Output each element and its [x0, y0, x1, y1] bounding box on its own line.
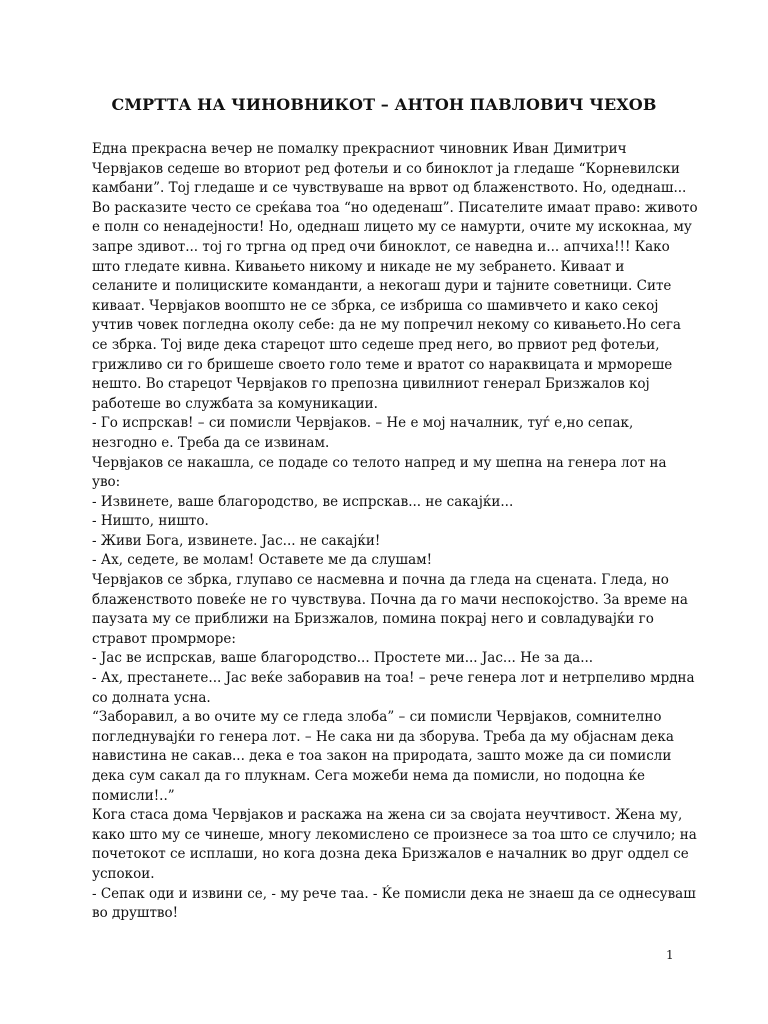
body-line: камбани”. Тој гледаше и се чувствуваше на врвот од блаженството. Но, одеднаш... [92, 180, 687, 197]
body-line: како што му се чинеше, многу лекомислено се произнесе за тоа што се случило; на [92, 826, 697, 843]
body-line: - Живи Бога, извинете. Јас... не сакајќи! [92, 532, 381, 549]
body-line: дека сум сакал да го плукнам. Сега можеби нема да помисли, но подоцна ќе [92, 768, 645, 784]
body-line: Червјаков се накашла, се подаде со телото напред и му шепна на генера лот на [92, 454, 667, 471]
body-line: Една прекрасна вечер не помалку прекрасниот чиновник Иван Димитрич [92, 141, 627, 157]
body-line: Кога стаса дома Червјаков и раскажа на жена си за својата неучтивост. Жена му, [92, 807, 683, 824]
body-line: - Јас ве испрскав, ваше благородство... Простете ми... Јас... Не за да... [92, 650, 594, 667]
body-line: - Ах, седете, ве молам! Оставете ме да слушам! [92, 552, 433, 569]
body-line: се збрка. Тој виде дека старецот што седеше пред него, во првиот ред фотељи, [92, 336, 660, 353]
document-title: СМРТТА НА ЧИНОВНИКОТ – АНТОН ПАВЛОВИЧ ЧЕХОВ [111, 95, 657, 114]
body-line: паузата му се приближи на Бризжалов, помина покрај него и совладувајќи го [92, 611, 654, 628]
body-line: успокои. [92, 865, 155, 882]
page-number: 1 [666, 948, 674, 962]
body-line: селаните и полициските команданти, а некогаш дури и тајните советници. Сите [92, 278, 672, 295]
body-line: учтив човек погледна околу себе: да не му попречил некому со кивањето.Но сега [92, 317, 681, 334]
body-line: што гледате кивна. Кивањето никому и никаде не му зебрането. Киваат и [92, 258, 625, 275]
body-line: Во расказите често се среќава тоа “но одеденаш”. Писателите имаат право: живото [92, 199, 698, 216]
body-line: блаженството повеќе не го чувствува. Почна да го мачи неспокојство. За време на [92, 591, 688, 608]
body-line: со долната усна. [92, 689, 211, 706]
body-line: помисли!..” [92, 787, 175, 804]
body-line: Червјаков се збрка, глупаво се насмевна и почна да гледа на сцената. Гледа, но [92, 572, 669, 589]
body-line: погледнувајќи го генера лот. – Не сака ни да зборува. Треба да му објаснам дека [92, 728, 674, 745]
body-line: во друштво! [92, 905, 179, 922]
body-line: е полн со ненадејности! Но, одеднаш лицето му се намурти, очите му искокнаа, му [92, 219, 692, 236]
body-line: - Извинете, ваше благородство, ве испрскав... не сакајќи... [92, 493, 514, 510]
document-body [92, 140, 698, 924]
body-line: киваат. Червјаков воопшто не се збрка, се избриша со шамивчето и како секој [92, 297, 659, 314]
body-line: - Ништо, ништо. [92, 513, 209, 530]
body-line: - Го испрскав! – си помисли Червјаков. – Не е мој началник, туѓ е,но сепак, [92, 415, 634, 432]
body-line: уво: [92, 474, 121, 491]
body-line: навистина не сакав... дека е тоа закон на природата, зашто може да си помисли [92, 748, 672, 765]
body-line: - Ах, престанете... Јас веќе заборавив на тоа! – рече генера лот и нетрпеливо мрдна [92, 670, 695, 687]
body-line: стравот промрморе: [92, 630, 236, 647]
body-line: запре здивот... тој го тргна од пред очи биноклот, се наведна и... апчиха!!! Како [92, 238, 670, 255]
body-line: нешто. Во старецот Червјаков го препозна цивилниот генерал Бризжалов кој [92, 376, 650, 393]
body-line: почетокот се исплаши, но кога дозна дека Бризжалов е началник во друг оддел се [92, 846, 689, 863]
body-line: работеше во службата за комуникации. [92, 395, 378, 412]
body-line: “Заборавил, а во очите му се гледа злоба” – си помисли Червјаков, сомнително [92, 709, 662, 726]
body-line: Червјаков седеше во вториот ред фотељи и со биноклот ја гледаше “Корневилски [92, 160, 680, 177]
body-line: незгодно е. Треба да се извинам. [92, 434, 330, 451]
body-line: - Сепак оди и извини се, - му рече таа. - Ќе помисли дека не знаеш да се однесуваш [92, 885, 696, 902]
body-line: грижливо си го бришеше своето голо теме и вратот со нараквицата и мрмореше [92, 356, 673, 373]
